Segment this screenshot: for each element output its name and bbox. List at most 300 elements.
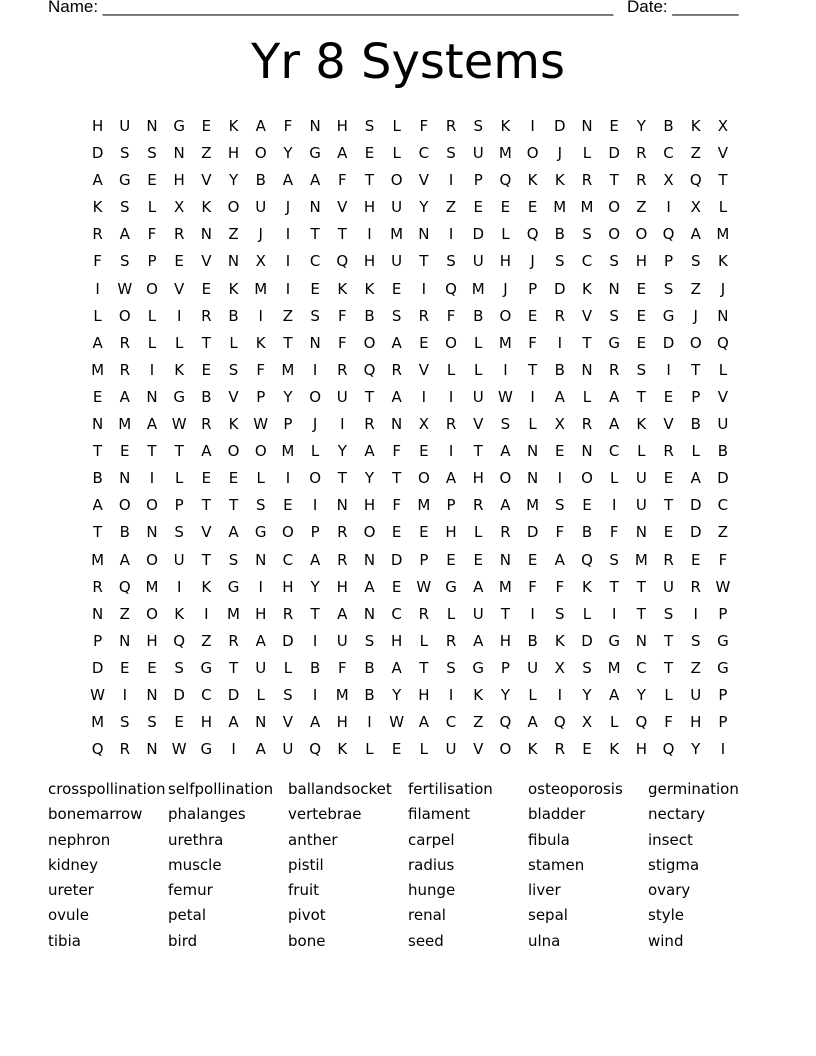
grid-letter: N <box>146 685 158 704</box>
grid-letter: A <box>554 550 565 569</box>
grid-letter: Q <box>581 550 593 569</box>
grid-letter: G <box>717 658 729 677</box>
grid-letter: R <box>337 523 348 542</box>
grid-letter: Q <box>445 279 457 298</box>
grid-letter: M <box>281 442 295 461</box>
grid-letter: T <box>636 387 646 406</box>
grid-letter: L <box>718 198 728 217</box>
grid-letter: U <box>635 469 647 488</box>
grid-letter: C <box>717 496 729 515</box>
grid-letter: U <box>472 144 484 163</box>
grid-letter: T <box>228 658 239 677</box>
grid-letter: L <box>256 685 265 704</box>
grid-letter: D <box>173 685 185 704</box>
grid-letter: R <box>391 360 402 379</box>
grid-letter: S <box>555 252 565 271</box>
grid-letter: S <box>663 604 674 623</box>
grid-letter: P <box>310 523 320 542</box>
grid-letter: I <box>204 604 209 623</box>
grid-letter: A <box>255 631 266 650</box>
grid-letter: I <box>421 279 427 298</box>
grid-letter: H <box>227 144 240 163</box>
grid-letter: S <box>391 306 402 325</box>
grid-letter: F <box>419 117 429 135</box>
grid-letter: T <box>93 523 103 542</box>
grid-letter: K <box>473 685 484 704</box>
grid-letter: Z <box>201 144 212 163</box>
grid-letter: R <box>445 415 457 434</box>
grid-letter: L <box>147 306 157 325</box>
grid-letter: N <box>91 604 104 623</box>
grid-letter: D <box>472 225 484 244</box>
word-list-item: carpel <box>408 830 455 849</box>
grid-letter: L <box>609 469 619 488</box>
grid-letter: V <box>201 252 212 271</box>
grid-letter: O <box>581 469 593 488</box>
grid-letter: R <box>337 360 348 379</box>
grid-letter: G <box>608 333 620 352</box>
grid-letter: Z <box>690 279 701 298</box>
grid-letter: A <box>364 442 375 461</box>
grid-letter: U <box>119 117 131 135</box>
grid-letter: M <box>417 496 431 515</box>
grid-letter: R <box>554 306 565 325</box>
grid-letter: O <box>390 171 403 190</box>
grid-letter: E <box>609 117 619 135</box>
grid-letter: R <box>337 550 348 569</box>
grid-letter: M <box>553 198 567 217</box>
grid-letter: S <box>446 252 456 271</box>
grid-letter: J <box>258 225 263 244</box>
grid-letter: E <box>364 144 375 163</box>
grid-letter: M <box>91 713 105 732</box>
word-list-item: phalanges <box>168 805 246 824</box>
grid-letter: Q <box>499 171 512 190</box>
grid-letter: N <box>499 550 512 569</box>
grid-letter: B <box>228 306 239 325</box>
grid-letter: L <box>174 333 184 352</box>
grid-letter: V <box>473 740 484 759</box>
grid-letter: A <box>391 387 402 406</box>
grid-letter: L <box>474 333 483 352</box>
grid-letter: P <box>528 279 538 298</box>
grid-letter: T <box>337 225 347 244</box>
grid-letter: B <box>581 523 593 542</box>
grid-letter: F <box>256 360 266 379</box>
grid-letter: D <box>91 658 104 677</box>
grid-letter: T <box>392 469 402 488</box>
grid-letter: N <box>336 496 348 515</box>
grid-letter: M <box>498 333 512 352</box>
grid-letter: G <box>254 523 267 542</box>
grid-letter: K <box>364 279 375 298</box>
grid-letter: H <box>363 496 376 515</box>
word-list-item: ovary <box>648 881 691 900</box>
grid-letter: O <box>254 442 267 461</box>
grid-letter: H <box>336 117 348 135</box>
grid-letter: N <box>119 469 131 488</box>
grid-letter: L <box>365 740 374 759</box>
grid-letter: E <box>310 279 320 298</box>
grid-letter: L <box>392 144 401 163</box>
grid-letter: E <box>582 496 592 515</box>
grid-letter: K <box>527 171 538 190</box>
grid-letter: P <box>500 658 510 677</box>
grid-letter: X <box>255 252 266 271</box>
grid-letter: U <box>255 658 267 677</box>
grid-letter: U <box>391 198 403 217</box>
grid-letter: P <box>664 252 674 271</box>
grid-letter: Y <box>283 144 293 163</box>
grid-letter: V <box>228 387 239 406</box>
word-list <box>48 778 768 955</box>
grid-letter: V <box>418 171 429 190</box>
grid-letter: K <box>201 577 212 596</box>
grid-letter: V <box>581 306 593 325</box>
grid-letter: E <box>663 469 674 488</box>
grid-letter: S <box>446 658 456 677</box>
grid-letter: T <box>663 631 674 650</box>
grid-letter: T <box>228 496 239 515</box>
grid-letter: T <box>201 333 211 352</box>
grid-letter: D <box>554 117 566 135</box>
grid-letter: E <box>92 387 103 406</box>
grid-letter: N <box>363 604 376 623</box>
grid-letter: N <box>200 225 212 244</box>
grid-letter: P <box>174 496 184 515</box>
grid-letter: I <box>312 360 318 379</box>
grid-letter: V <box>201 523 212 542</box>
grid-letter: B <box>717 442 729 461</box>
grid-letter: I <box>503 360 508 379</box>
grid-letter: K <box>609 740 620 759</box>
grid-letter: O <box>363 523 376 542</box>
grid-letter: X <box>554 415 565 434</box>
grid-letter: L <box>528 415 537 434</box>
grid-letter: E <box>473 198 483 217</box>
grid-letter: F <box>392 496 401 515</box>
grid-letter: G <box>472 658 485 677</box>
grid-letter: E <box>391 577 402 596</box>
grid-letter: S <box>582 225 592 244</box>
grid-letter: L <box>474 360 483 379</box>
grid-letter: I <box>666 198 671 217</box>
grid-letter: M <box>580 198 594 217</box>
grid-letter: D <box>526 523 539 542</box>
grid-letter: K <box>337 279 348 298</box>
word-list-item: filament <box>408 805 471 824</box>
grid-letter: S <box>663 279 674 298</box>
word-list-item: osteoporosis <box>528 780 623 798</box>
grid-letter: I <box>530 604 535 623</box>
grid-letter: K <box>717 252 728 271</box>
grid-letter: U <box>527 658 539 677</box>
grid-letter: Y <box>337 442 347 461</box>
grid-letter: P <box>283 415 293 434</box>
grid-letter: L <box>229 333 238 352</box>
grid-letter: F <box>528 577 537 596</box>
grid-letter: B <box>690 415 701 434</box>
grid-letter: H <box>91 117 104 135</box>
grid-letter: R <box>228 631 239 650</box>
grid-letter: C <box>581 252 593 271</box>
grid-letter: E <box>446 550 456 569</box>
grid-letter: T <box>609 577 619 596</box>
grid-letter: W <box>497 387 513 406</box>
grid-letter: L <box>609 713 619 732</box>
grid-letter: L <box>147 333 157 352</box>
grid-letter: K <box>255 333 266 352</box>
grid-letter: U <box>717 415 729 434</box>
grid-letter: A <box>609 387 620 406</box>
grid-letter: E <box>582 740 592 759</box>
grid-letter: M <box>281 360 295 379</box>
grid-letter: B <box>364 658 375 677</box>
grid-letter: E <box>147 171 157 190</box>
grid-letter: R <box>119 360 130 379</box>
grid-letter: I <box>312 685 318 704</box>
grid-letter: I <box>149 360 155 379</box>
grid-letter: E <box>527 198 538 217</box>
grid-letter: A <box>364 577 375 596</box>
grid-letter: F <box>528 333 537 352</box>
grid-letter: S <box>147 144 157 163</box>
grid-letter: I <box>666 360 671 379</box>
grid-letter: I <box>258 306 263 325</box>
grid-letter: M <box>118 415 132 434</box>
grid-letter: M <box>254 279 268 298</box>
grid-letter: S <box>446 144 456 163</box>
grid-letter: K <box>174 604 185 623</box>
grid-letter: O <box>118 496 131 515</box>
grid-letter: A <box>690 225 701 244</box>
word-list-item: insect <box>648 830 693 849</box>
grid-letter: A <box>554 387 565 406</box>
grid-letter: A <box>690 469 701 488</box>
grid-letter: R <box>608 360 620 379</box>
grid-letter: A <box>391 658 402 677</box>
grid-letter: S <box>609 252 619 271</box>
grid-letter: M <box>498 577 512 596</box>
grid-letter: K <box>201 198 212 217</box>
grid-letter: I <box>693 604 698 623</box>
grid-letter: B <box>119 523 130 542</box>
grid-letter: Q <box>553 713 566 732</box>
grid-letter: F <box>555 523 565 542</box>
grid-letter: J <box>720 279 726 298</box>
grid-letter: E <box>555 442 565 461</box>
grid-letter: O <box>146 279 158 298</box>
grid-letter: E <box>419 523 429 542</box>
grid-letter: B <box>527 631 538 650</box>
grid-letter: A <box>255 740 266 759</box>
grid-letter: S <box>690 631 701 650</box>
grid-letter: L <box>474 523 483 542</box>
grid-letter: F <box>337 306 347 325</box>
grid-letter: J <box>285 198 291 217</box>
grid-letter: U <box>472 387 484 406</box>
grid-letter: F <box>446 306 456 325</box>
grid-letter: T <box>582 333 592 352</box>
grid-letter: R <box>282 604 294 623</box>
word-list-item: petal <box>168 906 206 925</box>
grid-letter: L <box>446 360 456 379</box>
word-list-item: bird <box>168 931 198 950</box>
grid-letter: H <box>472 469 484 488</box>
grid-letter: N <box>309 117 321 135</box>
word-list-item: nectary <box>648 805 706 824</box>
grid-letter: M <box>526 496 540 515</box>
grid-letter: O <box>499 469 512 488</box>
grid-letter: A <box>255 117 266 135</box>
word-list-item: style <box>648 906 684 925</box>
grid-letter: R <box>119 740 130 759</box>
grid-letter: I <box>448 442 454 461</box>
grid-letter: I <box>312 496 318 515</box>
grid-letter: E <box>174 252 184 271</box>
grid-letter: S <box>555 496 565 515</box>
grid-letter: B <box>309 658 321 677</box>
grid-letter: R <box>663 442 674 461</box>
grid-letter: N <box>635 523 647 542</box>
word-list-item: seed <box>408 931 444 950</box>
word-list-item: stamen <box>528 855 585 874</box>
grid-letter: I <box>367 225 372 244</box>
grid-letter: I <box>720 740 726 759</box>
grid-letter: H <box>363 198 376 217</box>
grid-letter: A <box>337 144 348 163</box>
grid-letter: R <box>364 415 375 434</box>
grid-letter: Q <box>118 577 131 596</box>
grid-letter: A <box>119 550 130 569</box>
grid-letter: D <box>227 685 240 704</box>
grid-letter: M <box>390 225 404 244</box>
grid-letter: Q <box>336 252 349 271</box>
grid-letter: T <box>201 496 211 515</box>
grid-letter: Q <box>717 333 729 352</box>
grid-letter: R <box>201 415 212 434</box>
grid-letter: I <box>448 387 454 406</box>
grid-letter: N <box>717 306 729 325</box>
word-list-item: ovule <box>48 906 89 925</box>
word-list-item: urethra <box>168 830 224 849</box>
grid-letter: E <box>391 740 402 759</box>
grid-letter: R <box>581 171 593 190</box>
grid-letter: A <box>92 496 103 515</box>
grid-letter: J <box>503 279 508 298</box>
grid-letter: S <box>636 360 647 379</box>
grid-letter: H <box>173 171 185 190</box>
grid-letter: G <box>608 631 620 650</box>
grid-letter: Z <box>636 198 647 217</box>
grid-letter: M <box>227 604 240 623</box>
grid-letter: V <box>717 387 729 406</box>
grid-letter: O <box>499 306 512 325</box>
grid-letter: U <box>336 387 348 406</box>
grid-letter: N <box>173 144 185 163</box>
word-list-item: anther <box>288 830 338 849</box>
grid-letter: B <box>554 225 565 244</box>
grid-letter: H <box>255 604 267 623</box>
grid-letter: I <box>448 171 454 190</box>
grid-letter: F <box>337 171 347 190</box>
grid-letter: K <box>636 415 647 434</box>
grid-letter: D <box>689 496 702 515</box>
grid-letter: L <box>283 658 293 677</box>
grid-letter: T <box>500 604 510 623</box>
grid-letter: E <box>663 523 674 542</box>
grid-letter: K <box>554 171 565 190</box>
grid-letter: I <box>557 685 562 704</box>
grid-letter: D <box>390 550 403 569</box>
grid-letter: B <box>364 306 375 325</box>
grid-letter: F <box>147 225 157 244</box>
word-list-item: bone <box>288 931 326 950</box>
grid-letter: N <box>146 523 158 542</box>
grid-letter: Y <box>392 685 402 704</box>
grid-letter: F <box>283 117 293 135</box>
grid-letter: E <box>391 279 402 298</box>
grid-letter: W <box>171 415 187 434</box>
grid-letter: E <box>636 306 647 325</box>
grid-letter: A <box>92 333 103 352</box>
grid-letter: O <box>499 740 512 759</box>
grid-letter: R <box>418 306 430 325</box>
grid-letter: G <box>200 658 213 677</box>
grid-letter: W <box>389 713 405 732</box>
grid-letter: T <box>174 442 184 461</box>
grid-letter: P <box>718 713 728 732</box>
grid-letter: R <box>92 577 103 596</box>
grid-letter: H <box>635 252 647 271</box>
grid-letter: Y <box>582 685 592 704</box>
grid-letter: N <box>526 469 539 488</box>
grid-letter: M <box>607 658 621 677</box>
grid-letter: N <box>581 360 593 379</box>
grid-letter: K <box>527 740 538 759</box>
grid-letter: I <box>448 225 454 244</box>
grid-letter: X <box>581 713 593 732</box>
grid-letter: Q <box>173 631 186 650</box>
grid-letter: K <box>582 577 592 596</box>
grid-letter: U <box>255 198 267 217</box>
grid-letter: P <box>473 171 483 190</box>
grid-letter: U <box>445 740 457 759</box>
grid-letter: E <box>663 387 674 406</box>
grid-letter: T <box>636 604 646 623</box>
grid-letter: R <box>581 415 593 434</box>
grid-letter: N <box>309 333 321 352</box>
grid-letter: Q <box>689 171 702 190</box>
grid-letter: T <box>663 496 674 515</box>
grid-letter: D <box>91 144 104 163</box>
word-list-item: selfpollination <box>168 780 274 798</box>
grid-letter: W <box>715 577 731 596</box>
grid-letter: E <box>201 469 212 488</box>
grid-letter: L <box>256 469 265 488</box>
grid-letter: Q <box>91 740 104 759</box>
grid-letter: E <box>201 279 212 298</box>
grid-letter: M <box>91 360 105 379</box>
grid-letter: U <box>472 252 484 271</box>
grid-letter: S <box>609 550 619 569</box>
grid-letter: A <box>500 496 511 515</box>
grid-letter: S <box>228 360 239 379</box>
grid-letter: Y <box>310 577 320 596</box>
grid-letter: E <box>147 658 157 677</box>
grid-letter: E <box>201 117 212 135</box>
grid-letter: H <box>418 685 430 704</box>
